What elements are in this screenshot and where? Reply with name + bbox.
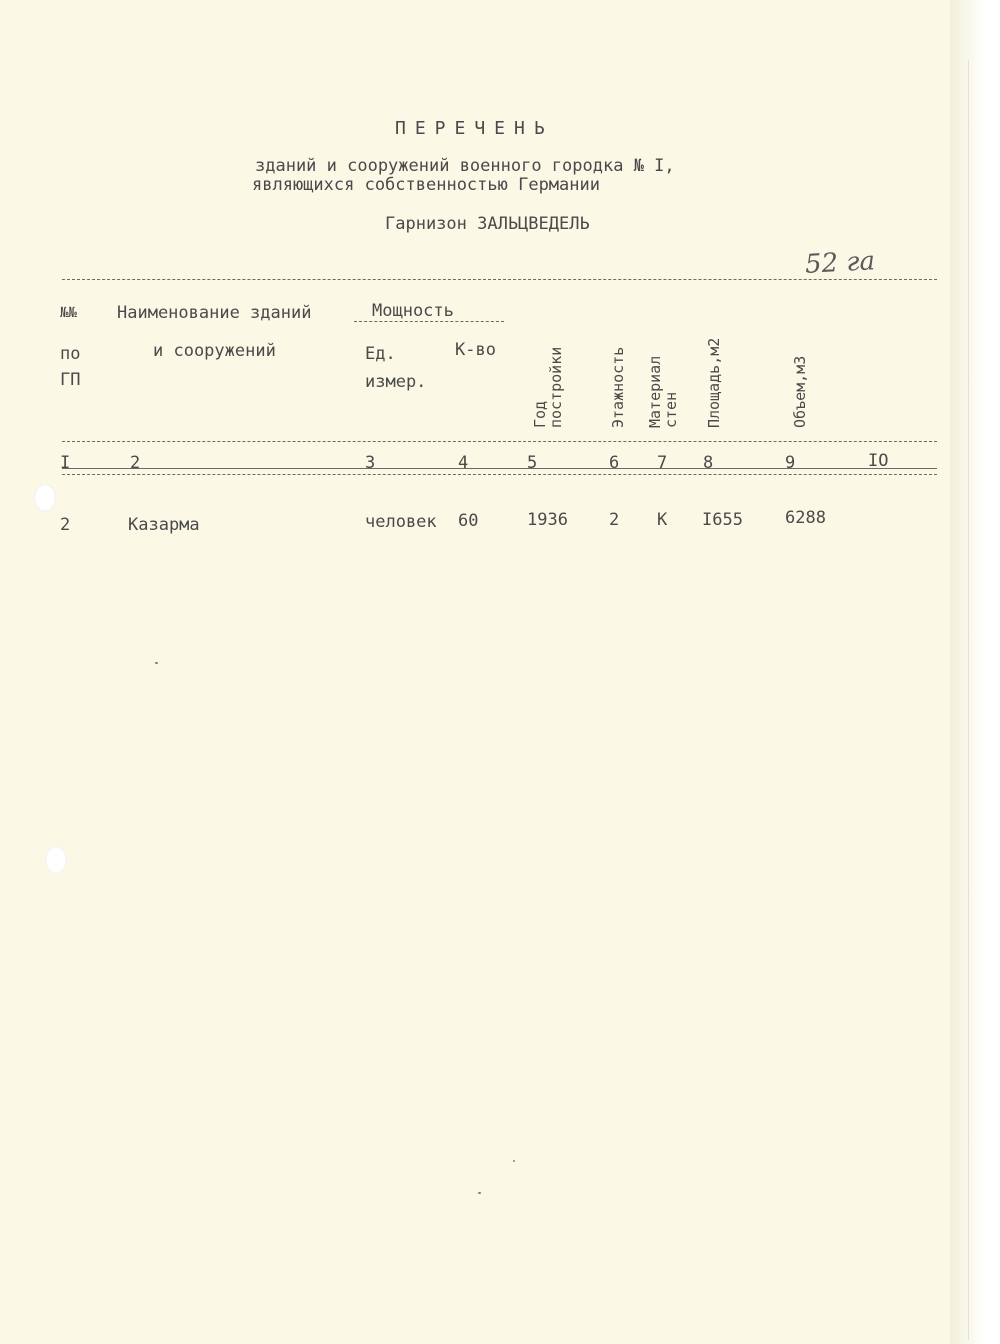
row-year: 1936 [527, 510, 568, 530]
document-subtitle-line1: зданий и сооружений военного городка № I, [255, 156, 675, 176]
column-number-2: 2 [130, 453, 141, 473]
header-num-line3: ГП [60, 370, 81, 390]
row-num: 2 [60, 515, 71, 535]
header-floors: Этажность [609, 346, 627, 428]
column-number-rule [62, 474, 937, 475]
binder-hole-bottom [45, 846, 67, 874]
header-material: Материал стен [646, 355, 680, 428]
page-edge [950, 0, 1000, 1344]
column-number-1: I [60, 453, 71, 473]
paper-speck [155, 662, 158, 664]
header-year: Год постройки [531, 346, 565, 428]
header-qty: К-во [455, 340, 496, 360]
column-number-underline [62, 468, 937, 469]
column-number-8: 8 [703, 453, 714, 473]
row-name: Казарма [128, 515, 200, 535]
binder-hole-top [34, 484, 56, 512]
header-name-line2: и сооружений [153, 341, 276, 361]
header-unit-line1: Ед. [365, 344, 396, 364]
header-volume: Объем,м3 [791, 355, 809, 428]
page-edge-line [968, 60, 969, 1340]
garrison-name: Гарнизон ЗАЛЬЦВЕДЕЛЬ [385, 214, 590, 234]
document-title: ПЕРЕЧЕНЬ [395, 118, 554, 139]
row-material: К [657, 510, 668, 530]
paper-speck [513, 1160, 515, 1162]
column-number-4: 4 [458, 453, 469, 473]
column-number-7: 7 [657, 453, 668, 473]
row-unit: человек [365, 512, 437, 532]
document-subtitle-line2: являющихся собственностью Германии [252, 175, 600, 195]
column-number-5: 5 [527, 453, 538, 473]
column-number-10: IO [868, 451, 889, 471]
table-top-rule [62, 279, 937, 280]
row-volume: 6288 [785, 508, 826, 528]
capacity-rule [354, 321, 504, 322]
header-bottom-rule [62, 441, 937, 442]
paper-speck [478, 1192, 481, 1194]
header-capacity: Мощность [372, 301, 454, 321]
header-area: Площадь,м2 [705, 337, 723, 428]
row-floors: 2 [609, 510, 620, 530]
column-number-6: 6 [609, 453, 620, 473]
header-num-line2: по [60, 344, 81, 364]
header-unit-line2: измер. [365, 372, 427, 392]
header-name-line1: Наименование зданий [117, 303, 312, 323]
row-qty: 60 [458, 511, 479, 531]
header-num-line1: №№ [60, 305, 77, 321]
row-area: I655 [702, 510, 743, 530]
handwritten-area-note: 52 га [804, 246, 876, 280]
column-number-3: 3 [365, 453, 376, 473]
column-number-9: 9 [785, 453, 796, 473]
